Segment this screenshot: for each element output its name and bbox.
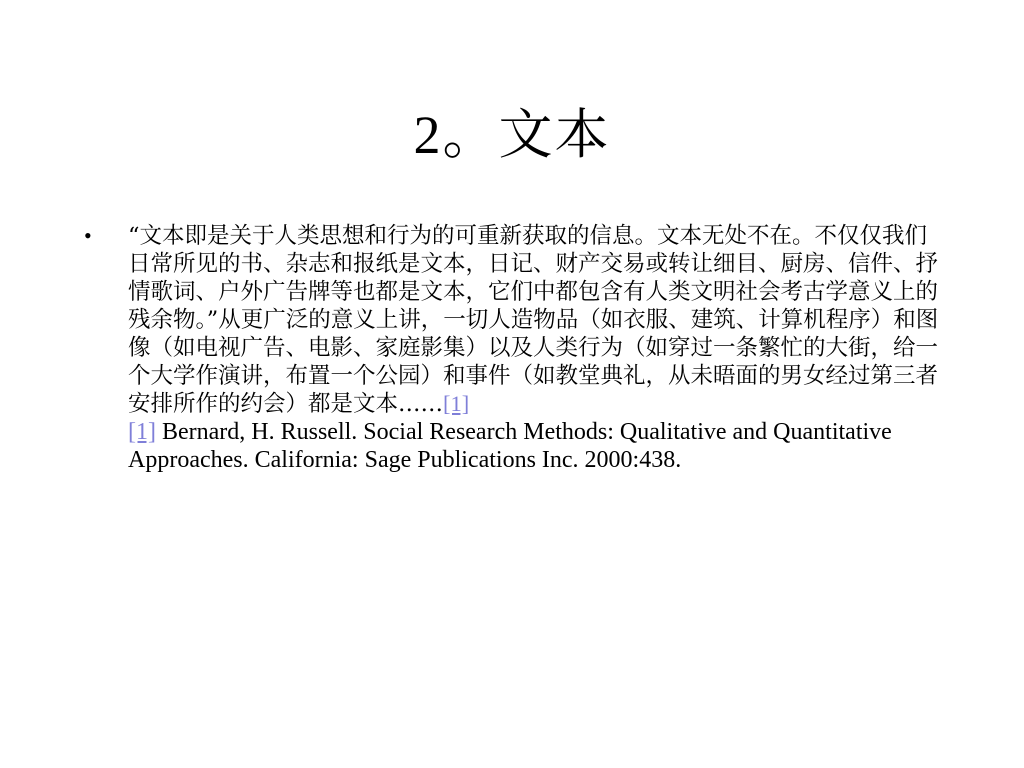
citation-marker-link[interactable]: [1] bbox=[128, 419, 156, 445]
bullet-item bbox=[84, 222, 944, 474]
bullet-text bbox=[128, 222, 944, 474]
slide-title: 2。文本 bbox=[413, 105, 611, 165]
quote-close-mark: ” bbox=[206, 307, 219, 333]
citation bbox=[128, 418, 944, 474]
citation-text: Bernard, H. Russell. Social Research Methods: Qualitative and Quantitative Approaches. California: Sage Publications Inc. 2000:438. bbox=[128, 419, 892, 473]
bullet-list bbox=[84, 222, 944, 474]
bullet-marker: • bbox=[84, 223, 92, 248]
quote-body: 文本即是关于人类思想和行为的可重新获取的信息。文本无处不在。不仅仅我们日常所见的书、杂志和报纸是文本，日记、财产交易或转让细目、厨房、信件、抒情歌词、户外广告牌等也都是文本，它们中都包含有人类文明社会考古学意义上的残余物。 bbox=[128, 223, 939, 333]
quote-open-mark: “ bbox=[128, 223, 140, 249]
extension-text: 从更广泛的意义上讲，一切人造物品（如衣服、建筑、计算机程序）和图像（如电视广告、电影、家庭影集）以及人类行为（如穿过一条繁忙的大街，给一个大学作演讲，布置一个公园）和事件（如教堂典礼，从未晤面的男女经过第三者安排所作的约会）都是文本…… bbox=[128, 307, 939, 417]
footnote-link[interactable]: [1] bbox=[443, 391, 470, 416]
